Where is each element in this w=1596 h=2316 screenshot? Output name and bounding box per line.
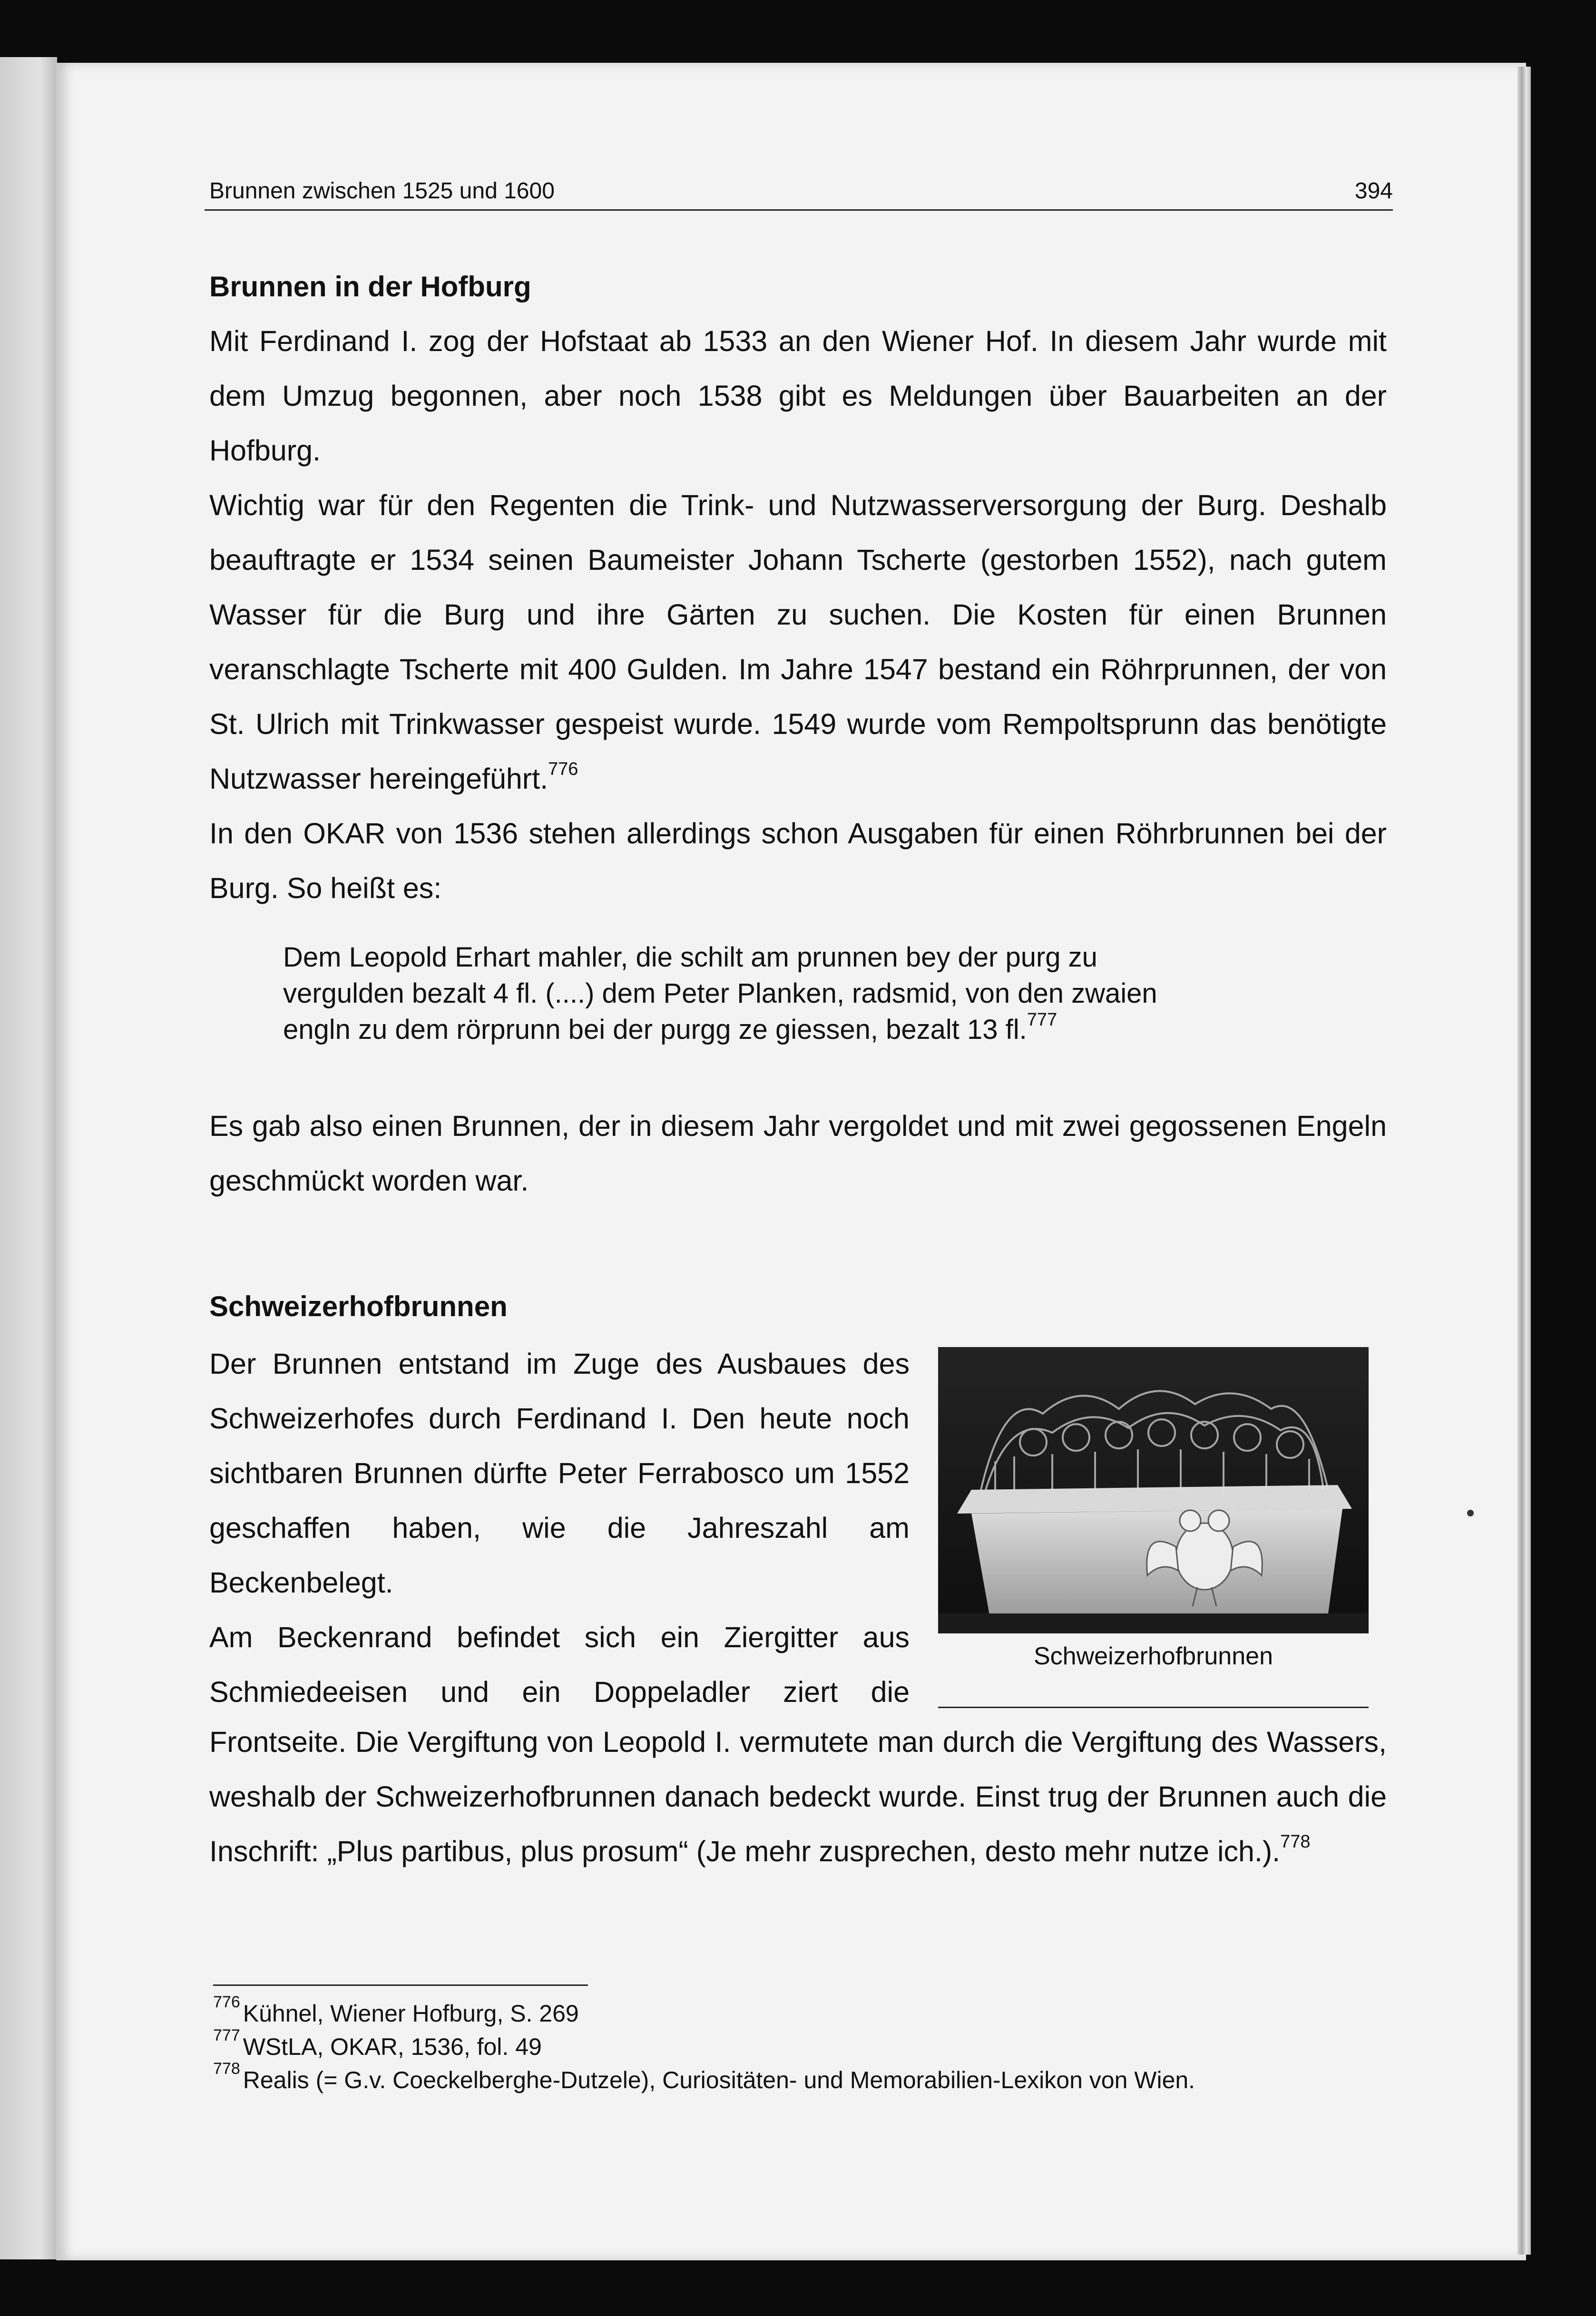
running-header-title: Brunnen zwischen 1525 und 1600 [209, 178, 555, 204]
figure-caption: Schweizerhofbrunnen [1034, 1642, 1273, 1670]
quote-line [283, 1009, 1292, 1048]
paragraph: Der Brunnen entstand im Zuge des Ausbaues des Schweizerhofes durch Ferdinand I. Den heute noch sichtbaren Brunnen dürfte Peter Ferrabosco um 1552 geschaffen haben, wie die Jahreszahl am Beckenbelegt. [209, 1348, 910, 1599]
footnote-text: Realis (= G.v. Coeckelberghe-Dutzele), Curiositäten- und Memorabilien-Lexikon von Wien. [243, 2067, 1195, 2093]
block-quote [283, 939, 1292, 1048]
section-body-conclusion [209, 1099, 1387, 1208]
section-body-hofburg [209, 314, 1387, 916]
quote-line: vergulden bezalt 4 fl. (....) dem Peter Planken, radsmid, von den zwaien [283, 978, 1157, 1009]
footnote-ref[interactable]: 776 [548, 759, 578, 779]
paragraph: Mit Ferdinand I. zog der Hofstaat ab 1533 an den Wiener Hof. In diesem Jahr wurde mit dem Umzug begonnen, aber noch 1538 gibt es Meldungen über Bauarbeiten an der Hofburg. [209, 325, 1387, 467]
quote-line-text: engln zu dem rörprunn bei der purgg ze giessen, bezalt 13 fl. [283, 1014, 1027, 1045]
footnote-text: WStLA, OKAR, 1536, fol. 49 [243, 2033, 542, 2060]
facing-page-edge [0, 57, 57, 2259]
footnote [213, 2026, 1355, 2063]
footnote-number: 777 [213, 2026, 240, 2045]
fountain-photo-illustration [938, 1347, 1369, 1633]
footnote-text: Kühnel, Wiener Hofburg, S. 269 [243, 2000, 579, 2027]
header-rule [205, 209, 1393, 211]
footnote [213, 2060, 1355, 2097]
footnote-ref[interactable]: 778 [1280, 1831, 1311, 1852]
section-heading-hofburg: Brunnen in der Hofburg [209, 271, 531, 303]
wrapped-text-beside-figure [209, 1337, 910, 1720]
page-stack-edge [1518, 67, 1531, 2255]
paragraph: Es gab also einen Brunnen, der in diesem Jahr vergoldet und mit zwei gegossenen Engeln geschmückt worden war. [209, 1110, 1387, 1197]
scan-mark [1467, 1510, 1474, 1516]
footnote [213, 1993, 1355, 2030]
caption-rule [938, 1707, 1369, 1708]
quote-line: Dem Leopold Erhart mahler, die schilt am prunnen bey der purg zu [283, 942, 1097, 973]
fountain-photo [938, 1347, 1369, 1633]
footnote-ref[interactable]: 777 [1027, 1009, 1057, 1030]
paragraph-text: Frontseite. Die Vergiftung von Leopold I. vermutete man durch die Vergiftung des Wassers, weshalb der Schweizerhofbrunnen danach bedeckt wurde. Einst trug der Brunnen auch die Inschrift: „Plus partibus, plus prosum“ (Je mehr zusprechen, desto mehr nutze ich.). [209, 1726, 1387, 1867]
paragraph [209, 478, 1387, 806]
footnotes [213, 1993, 1355, 2097]
footnote-number: 778 [213, 2060, 240, 2078]
page-number: 394 [1354, 178, 1393, 204]
paragraph-text: Wichtig war für den Regenten die Trink- und Nutzwasserversorgung der Burg. Deshalb beauftragte er 1534 seinen Baumeister Johann Tscherte (gestorben 1552), nach gutem Wasser für die Burg und ihre Gärten zu suchen. Die Kosten für einen Brunnen veranschlagte Tscherte mit 400 Gulden. Im Jahre 1547 bestand ein Röhrprunnen, der von St. Ulrich mit Trinkwasser gespeist wurde. 1549 wurde vom Rempoltsprunn das benötigte Nutzwasser hereingeführt. [209, 489, 1387, 795]
section-heading-schweizerhof: Schweizerhofbrunnen [209, 1290, 508, 1322]
footnote-number: 776 [213, 1993, 240, 2012]
paragraph [209, 1715, 1387, 1879]
paragraph: Am Beckenrand befindet sich ein Ziergitter aus Schmiedeeisen und ein Doppeladler ziert die [209, 1621, 910, 1708]
paragraph: In den OKAR von 1536 stehen allerdings schon Ausgaben für einen Röhrbrunnen bei der Burg. So heißt es: [209, 817, 1387, 904]
section-body-schweizerhof [209, 1715, 1387, 1879]
footnote-separator [213, 1984, 588, 1986]
